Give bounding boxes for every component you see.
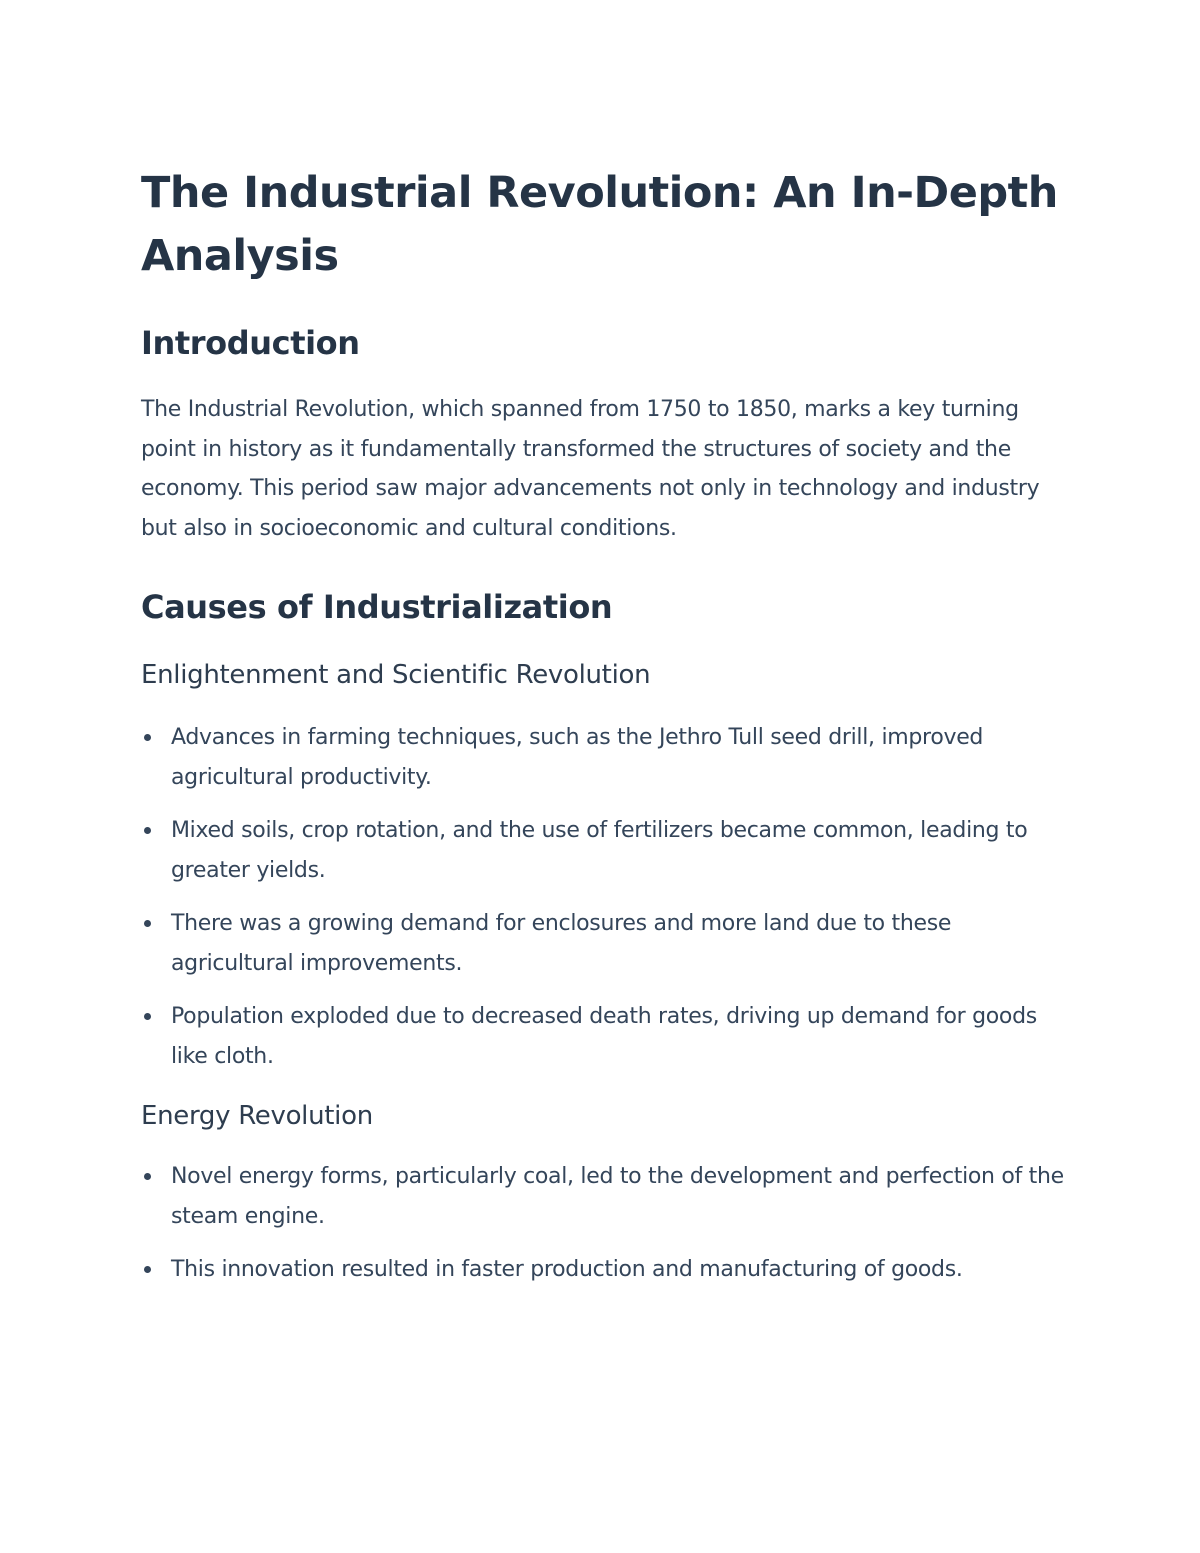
energy-bullet-list — [141, 1157, 1071, 1290]
list-item-text: This innovation resulted in faster production and manufacturing of goods. — [171, 1257, 963, 1282]
list-item-text: Population exploded due to decreased death rates, driving up demand for goods like cloth. — [171, 1004, 1037, 1069]
bullet-dot-icon — [144, 1013, 151, 1020]
introduction-heading: Introduction — [141, 324, 360, 362]
causes-heading: Causes of Industrialization — [141, 588, 613, 626]
list-item — [141, 997, 1071, 1077]
bullet-dot-icon — [144, 920, 151, 927]
list-item — [141, 1250, 1071, 1290]
enlightenment-bullet-list — [141, 718, 1071, 1077]
document-title: The Industrial Revolution: An In-Depth Analysis — [141, 168, 1058, 281]
list-item — [141, 1157, 1071, 1237]
bullet-dot-icon — [144, 1266, 151, 1273]
list-item-text: Advances in farming techniques, such as the Jethro Tull seed drill, improved agricultural productivity. — [171, 725, 984, 790]
list-item-text: Novel energy forms, particularly coal, led to the development and perfection of the steam engine. — [171, 1164, 1064, 1229]
document-content — [141, 162, 1071, 1303]
bullet-dot-icon — [144, 827, 151, 834]
introduction-paragraph: The Industrial Revolution, which spanned from 1750 to 1850, marks a key turning point in history as it fundamentally transformed the structures of society and the economy. This period saw major advancements not only in technology and industry but also in socioeconomic and cultural conditions. — [141, 397, 1040, 541]
subsection-heading-enlightenment: Enlightenment and Scientific Revolution — [141, 660, 651, 690]
subsection-heading-energy: Energy Revolution — [141, 1101, 373, 1131]
list-item — [141, 718, 1071, 798]
list-item — [141, 904, 1071, 984]
list-item — [141, 811, 1071, 891]
list-item-text: Mixed soils, crop rotation, and the use of fertilizers became common, leading to greater yields. — [171, 818, 1028, 883]
bullet-dot-icon — [144, 734, 151, 741]
list-item-text: There was a growing demand for enclosures and more land due to these agricultural improvements. — [171, 911, 952, 976]
bullet-dot-icon — [144, 1173, 151, 1180]
